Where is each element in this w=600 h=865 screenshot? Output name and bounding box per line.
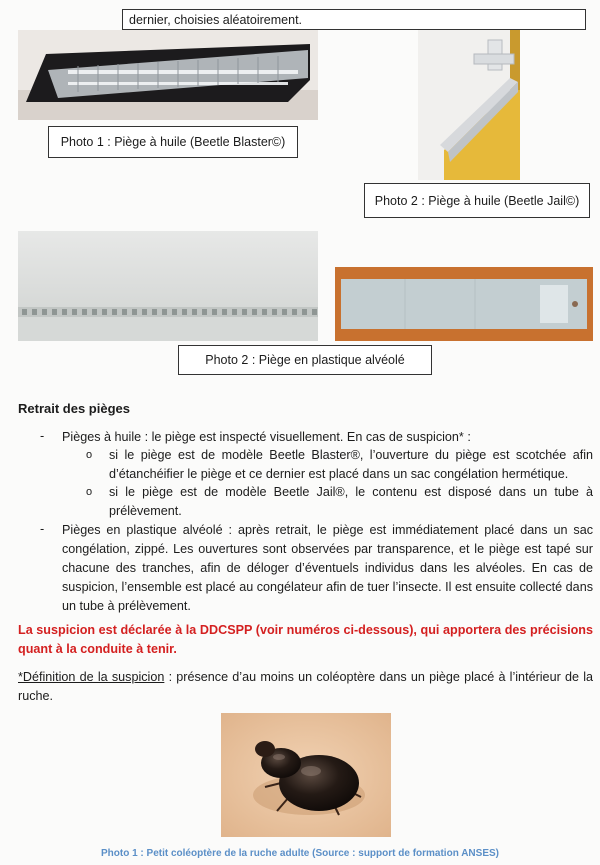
definition-text: : présence d’au moins un coléoptère dans un piège placé à l’intérieur de la ruche. xyxy=(18,670,593,703)
bullet-dash-1: - xyxy=(40,429,45,443)
caption-photo-2a xyxy=(364,183,590,218)
caption-photo-2a-text: Photo 2 : Piège à huile (Beetle Jail©) xyxy=(374,193,580,208)
caption-photo-2b xyxy=(178,345,432,375)
item-oil-traps-blaster: si le piège est de modèle Beetle Blaster®, l’ouverture du piège est scotchée afin d’étanchéifier le piège et ce dernier est placé dans un sac congélation hermétique. xyxy=(109,448,593,481)
caption-photo-2b-text: Photo 2 : Piège en plastique alvéolé xyxy=(205,353,405,367)
photo-small-hive-beetle xyxy=(221,713,391,837)
photo-plastic-trap-full xyxy=(335,267,593,341)
bullet-circle-1: o xyxy=(86,449,93,461)
top-text-box xyxy=(122,9,586,30)
bullet-dash-2: - xyxy=(40,522,45,536)
definition-label: *Définition de la suspicion xyxy=(18,670,165,684)
caption-photo-1-text: Photo 1 : Piège à huile (Beetle Blaster©) xyxy=(60,135,286,149)
definition-paragraph xyxy=(18,668,593,706)
bullet-circle-2: o xyxy=(86,486,93,498)
item-plastic-traps: Pièges en plastique alvéolé : après retrait, le piège est immédiatement placé dans un sac congélation, zippé. Les ouvertures sont observées par transparence, et le piège est tapé sur chacune des tranches, afin de déloger d’éventuels individus dans les alvéoles. En cas de suspicion, l’ensemble est placé au congélateur afin de tuer l’insecte. Il est ensuite collecté dans un tube à prélèvement. xyxy=(62,523,593,613)
photo-beetle-blaster xyxy=(18,30,318,120)
section-title: Retrait des pièges xyxy=(18,401,130,416)
caption-photo-1 xyxy=(48,126,298,158)
item-oil-traps-intro: Pièges à huile : le piège est inspecté visuellement. En cas de suspicion* : xyxy=(62,430,471,444)
caption-photo-beetle: Photo 1 : Petit coléoptère de la ruche adulte (Source : support de formation ANSES) xyxy=(100,848,499,859)
item-oil-traps-jail: si le piège est de modèle Beetle Jail®, le contenu est disposé dans un tube à prélèvement. xyxy=(109,485,593,518)
photo-plastic-trap-closeup xyxy=(18,231,318,341)
top-text: dernier, choisies aléatoirement. xyxy=(129,12,303,27)
warning-text: La suspicion est déclarée à la DDCSPP (voir numéros ci-dessous), qui apportera des précisions quant à la conduite à tenir. xyxy=(18,623,593,656)
photo-beetle-jail xyxy=(418,30,520,180)
